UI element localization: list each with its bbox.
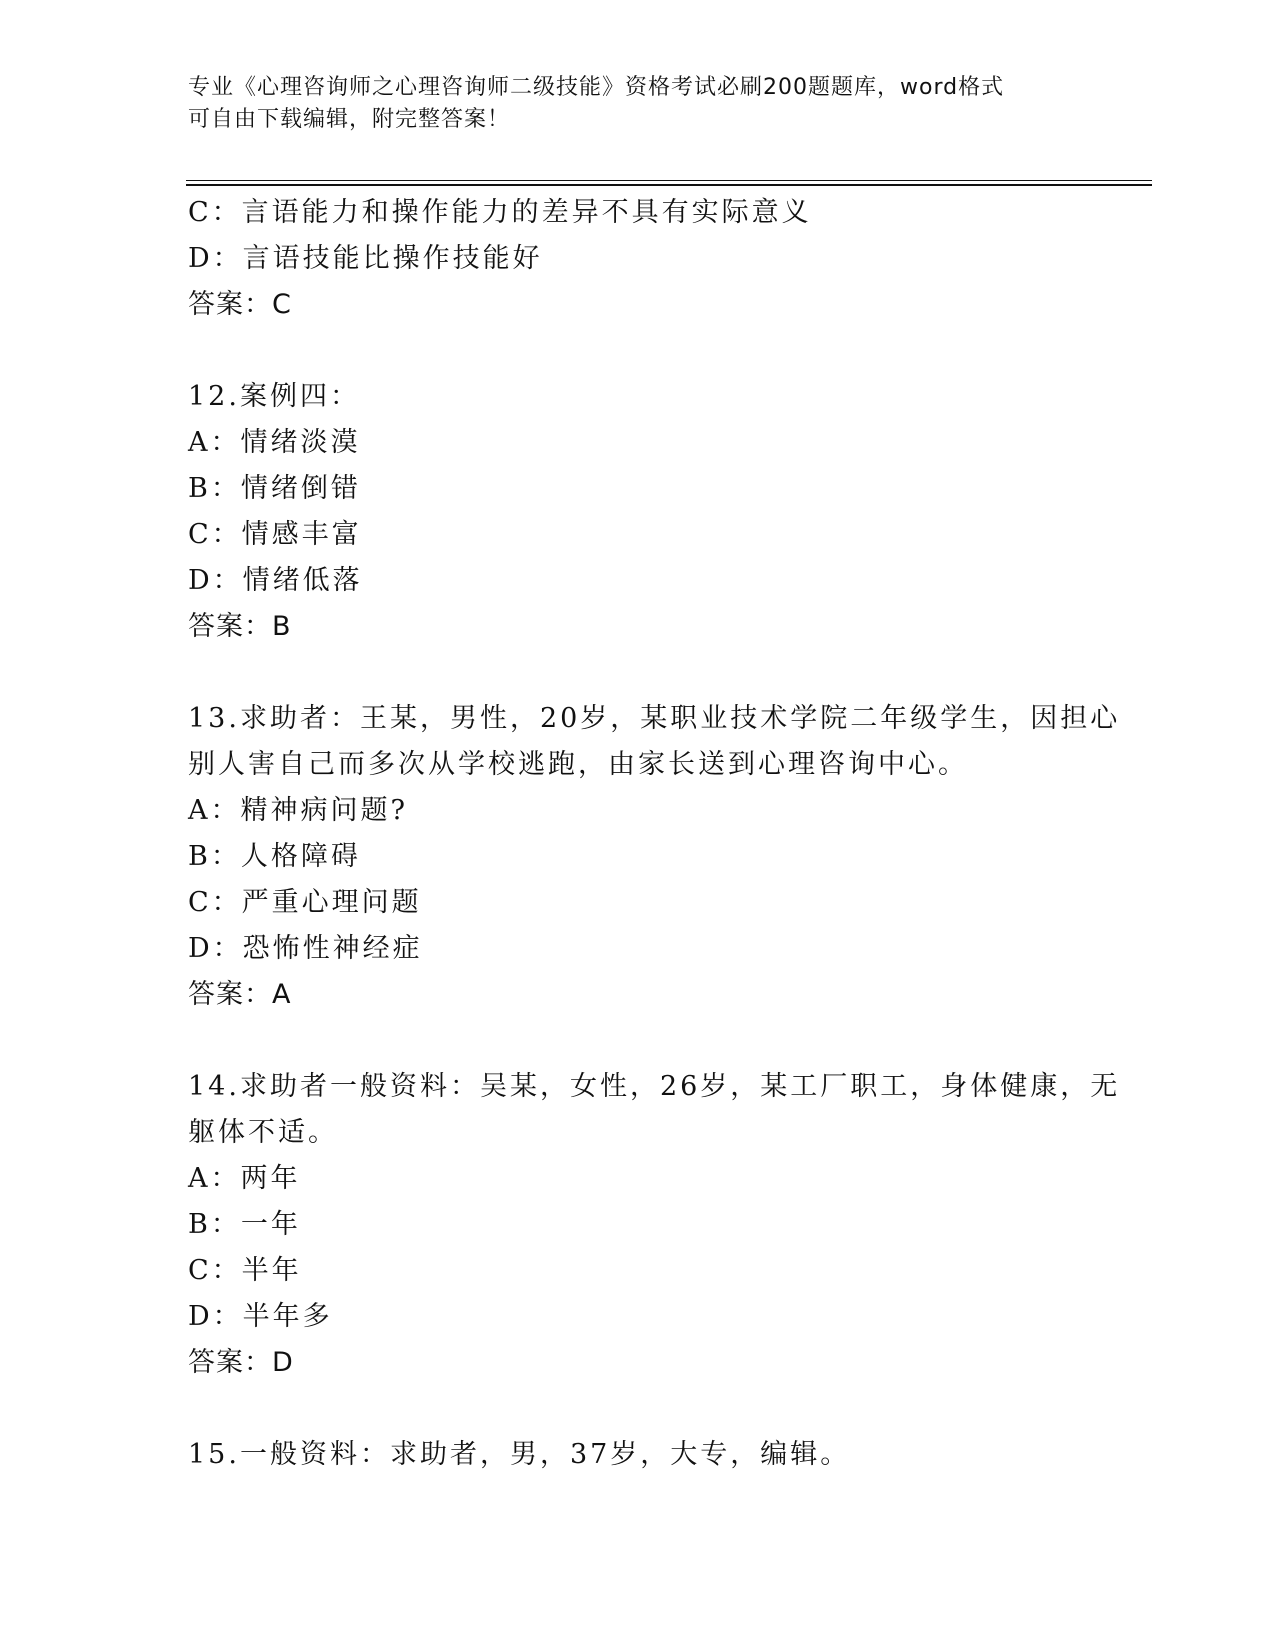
question-14 (188, 1064, 1121, 1386)
option-a: A：精神病问题? (188, 795, 408, 826)
question-stem-line-2: 别人害自己而多次从学校逃跑，由家长送到心理咨询中心。 (188, 749, 968, 780)
option-a: A：情绪淡漠 (188, 427, 361, 458)
spacer (188, 328, 1088, 374)
document-header (188, 72, 1068, 136)
option-c: C：言语能力和操作能力的差异不具有实际意义 (188, 197, 812, 228)
option-a: A：两年 (188, 1163, 301, 1194)
answer-label: 答案：B (188, 611, 292, 642)
option-d: D：情绪低落 (188, 565, 363, 596)
option-c: C：半年 (188, 1255, 302, 1286)
option-b: B：人格障碍 (188, 841, 361, 872)
header-title-line-2: 可自由下载编辑，附完整答案！ (188, 107, 511, 132)
question-stem: 15.一般资料：求助者，男，37岁，大专，编辑。 (188, 1439, 851, 1470)
answer-label: 答案：C (188, 289, 292, 320)
header-title-line-1: 专业《心理咨询师之心理咨询师二级技能》资格考试必刷200题题库，word格式 (188, 75, 1005, 100)
answer-label: 答案：A (188, 979, 292, 1010)
question-stem-line-1: 14.求助者一般资料：吴某，女性，26岁，某工厂职工，身体健康，无 (188, 1071, 1121, 1102)
question-13 (188, 696, 1121, 1018)
header-divider-thin (186, 180, 1152, 181)
question-stem: 12.案例四： (188, 381, 360, 412)
option-d: D：半年多 (188, 1301, 333, 1332)
question-12 (188, 374, 1088, 650)
answer-label: 答案：D (188, 1347, 294, 1378)
option-b: B：一年 (188, 1209, 301, 1240)
question-list (188, 190, 1121, 1478)
option-c: C：情感丰富 (188, 519, 362, 550)
question-stem-line-1: 13.求助者：王某，男性，20岁，某职业技术学院二年级学生，因担心 (188, 703, 1121, 734)
option-d: D：恐怖性神经症 (188, 933, 423, 964)
question-11-continued (188, 190, 1088, 328)
question-stem-line-2: 躯体不适。 (188, 1117, 338, 1148)
spacer (188, 650, 1088, 696)
option-c: C：严重心理问题 (188, 887, 422, 918)
spacer (188, 1018, 1088, 1064)
spacer (188, 1386, 1088, 1432)
question-15 (188, 1432, 1088, 1478)
header-divider-thick (186, 184, 1152, 186)
option-d: D：言语技能比操作技能好 (188, 243, 543, 274)
option-b: B：情绪倒错 (188, 473, 361, 504)
